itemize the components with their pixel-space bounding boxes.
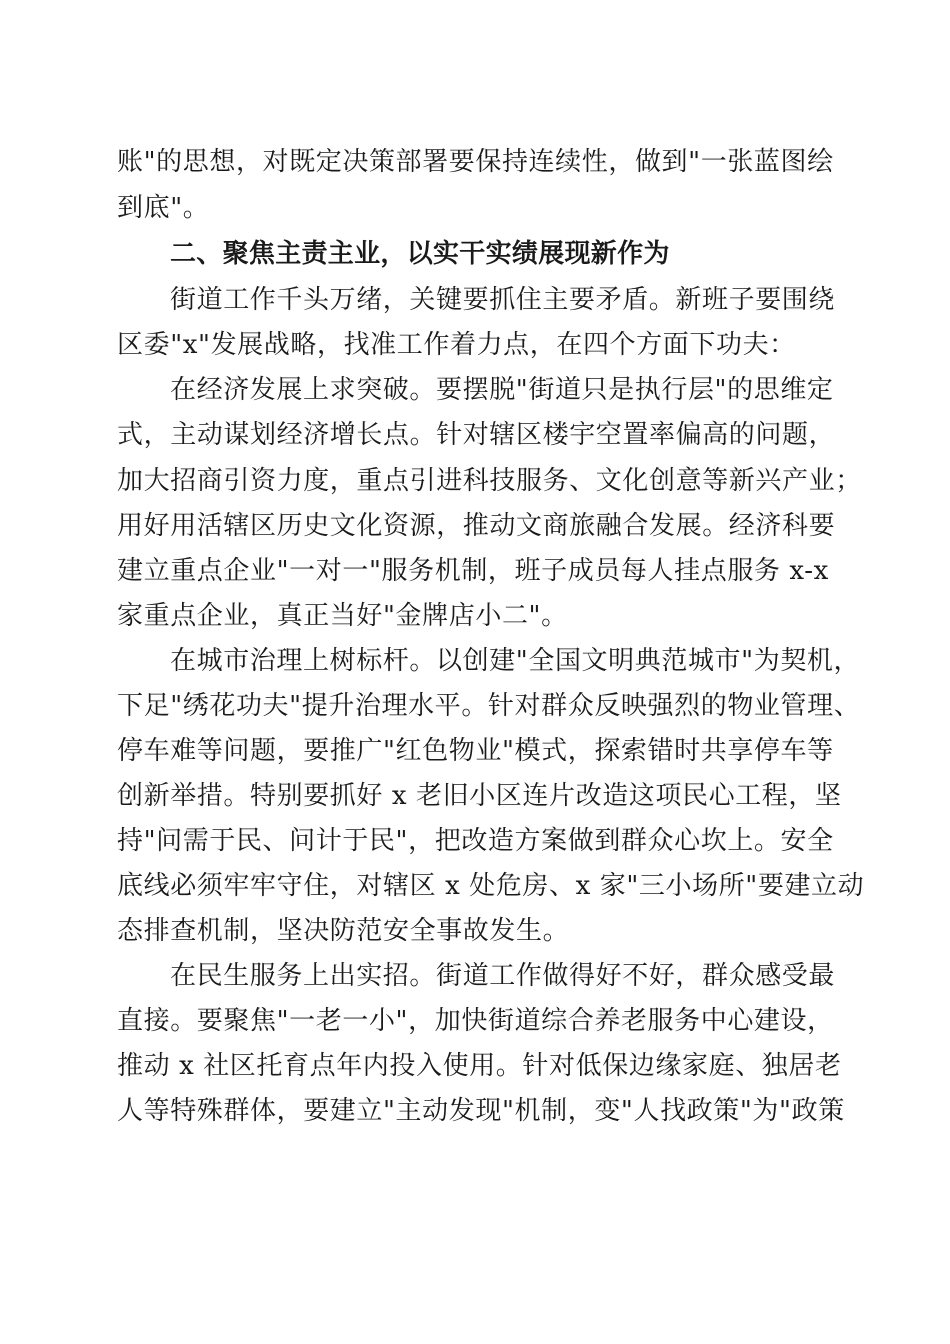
- text-line: 创新举措。特别要抓好 x 老旧小区连片改造这项民心工程，坚: [117, 781, 842, 811]
- text-line: 态排查机制，坚决防范安全事故发生。: [117, 916, 570, 946]
- text-line: 下足"绣花功夫"提升治理水平。针对群众反映强烈的物业管理、: [117, 691, 861, 721]
- text-line: 街道工作千头万绪，关键要抓住主要矛盾。新班子要围绕: [170, 285, 836, 315]
- text-line: 区委"x"发展战略，找准工作着力点，在四个方面下功夫：: [117, 330, 796, 360]
- text-line: 直接。要聚焦"一老一小"，加快街道综合养老服务中心建设，: [117, 1006, 834, 1036]
- text-line: 账"的思想，对既定决策部署要保持连续性，做到"一张蓝图绘: [117, 147, 834, 177]
- text-line: 推动 x 社区托育点年内投入使用。针对低保边缘家庭、独居老: [117, 1051, 842, 1081]
- text-line: 加大招商引资力度，重点引进科技服务、文化创意等新兴产业；: [117, 466, 862, 496]
- text-line: 在经济发展上求突破。要摆脱"街道只是执行层"的思维定: [170, 375, 834, 405]
- text-line: 用好用活辖区历史文化资源，推动文商旅融合发展。经济科要: [117, 511, 836, 541]
- text-line: 在城市治理上树标杆。以创建"全国文明典范城市"为契机，: [170, 646, 861, 676]
- text-line: 式，主动谋划经济增长点。针对辖区楼宇空置率偏高的问题，: [117, 420, 836, 450]
- text-line: 到底"。: [117, 193, 210, 223]
- text-line: 持"问需于民、问计于民"，把改造方案做到群众心坎上。安全: [117, 826, 834, 856]
- text-line: 建立重点企业"一对一"服务机制，班子成员每人挂点服务 x-x: [117, 556, 829, 586]
- text-line: 停车难等问题，要推广"红色物业"模式，探索错时共享停车等: [117, 736, 834, 766]
- section-heading: 二、聚焦主责主业，以实干实绩展现新作为: [170, 239, 670, 269]
- text-line: 家重点企业，真正当好"金牌店小二"。: [117, 601, 568, 631]
- text-line: 人等特殊群体，要建立"主动发现"机制，变"人找政策"为"政策: [117, 1096, 845, 1126]
- text-line: 底线必须牢牢守住，对辖区 x 处危房、x 家"三小场所"要建立动: [117, 871, 865, 901]
- text-line: 在民生服务上出实招。街道工作做得好不好，群众感受最: [170, 961, 836, 991]
